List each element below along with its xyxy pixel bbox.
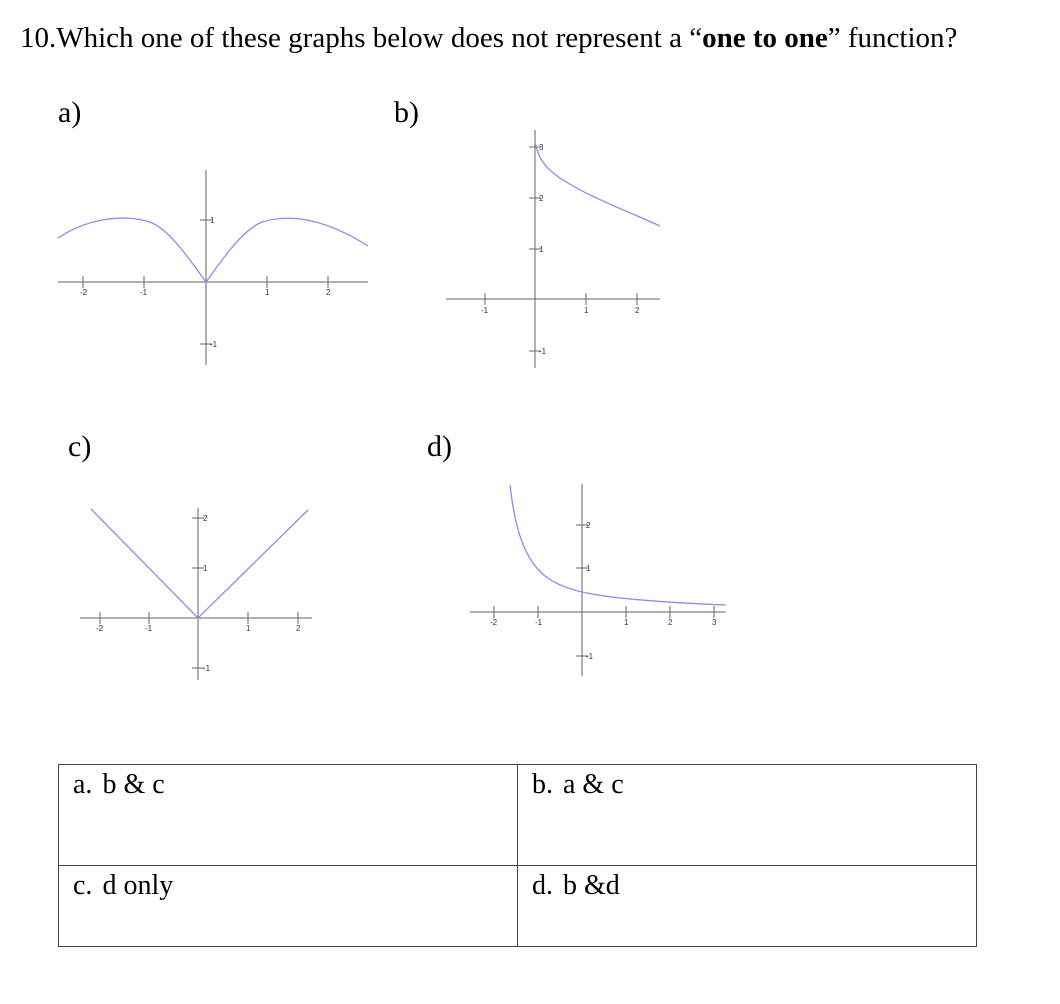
graph-b-xtick-label: 1 [584, 306, 589, 315]
answer-option-letter: d. [532, 870, 553, 901]
answer-option-letter: a. [73, 769, 93, 800]
graph-c-xtick-label: 2 [296, 624, 301, 633]
graph-c-ytick-label: 2 [203, 514, 208, 523]
graph-b-xtick-label: -1 [481, 306, 489, 315]
answer-option-b[interactable] [518, 765, 977, 866]
graph-d-xtick-label: 2 [668, 618, 673, 627]
graph-d-curve [510, 485, 726, 605]
graph-a-ytick-label: 1 [210, 216, 215, 225]
graph-b-ytick-label: 2 [539, 194, 544, 203]
graph-c-xtick-label: 1 [246, 624, 251, 633]
answer-options-table [58, 764, 977, 947]
question-text-after: ” function? [827, 22, 958, 54]
answer-option-a[interactable] [59, 765, 518, 866]
graph-d-xtick-label: 1 [624, 618, 629, 627]
graph-b-ytick-label: -1 [539, 347, 547, 356]
graph-d-ytick-label: 2 [586, 521, 591, 530]
answer-option-d[interactable] [518, 866, 977, 947]
graph-a-xtick-label: -1 [140, 288, 148, 297]
question-bold-text: one to one [702, 22, 828, 54]
graph-a-xtick-label: 1 [265, 288, 270, 297]
graph-b-ytick-label: 1 [539, 245, 544, 254]
graph-c-ytick-label: 1 [203, 564, 208, 573]
graph-b-label: b) [394, 96, 419, 129]
graph-c-xtick-label: -1 [145, 624, 153, 633]
answer-option-c[interactable] [59, 866, 518, 947]
answer-option-text: a & c [563, 769, 624, 800]
graph-b-ytick-label: 3 [539, 143, 544, 152]
graph-c-ytick-label: -1 [203, 664, 211, 673]
answer-option-text: b &d [563, 870, 620, 901]
answer-option-letter: c. [73, 870, 93, 901]
question-text-before: Which one of these graphs below does not represent a “ [56, 22, 703, 54]
answer-option-text: b & c [102, 769, 165, 800]
graph-d-xtick-label: -1 [535, 618, 543, 627]
graph-d-label: d) [427, 430, 452, 463]
graph-c-label: c) [68, 430, 92, 463]
graph-d-xtick-label: -2 [490, 618, 498, 627]
graph-d-xtick-label: 3 [712, 618, 717, 627]
question-number: 10. [20, 22, 57, 54]
graph-d-ytick-label: 1 [586, 564, 591, 573]
graph-c-xtick-label: -2 [96, 624, 104, 633]
graph-b-xtick-label: 2 [635, 306, 640, 315]
graph-a-xtick-label: -2 [80, 288, 88, 297]
answer-option-text: d only [102, 870, 174, 901]
graph-a-ytick-label: -1 [210, 340, 218, 349]
answer-option-letter: b. [532, 769, 553, 800]
graph-d-ytick-label: -1 [586, 652, 594, 661]
graph-a-label: a) [58, 96, 82, 129]
graph-a-xtick-label: 2 [326, 288, 331, 297]
